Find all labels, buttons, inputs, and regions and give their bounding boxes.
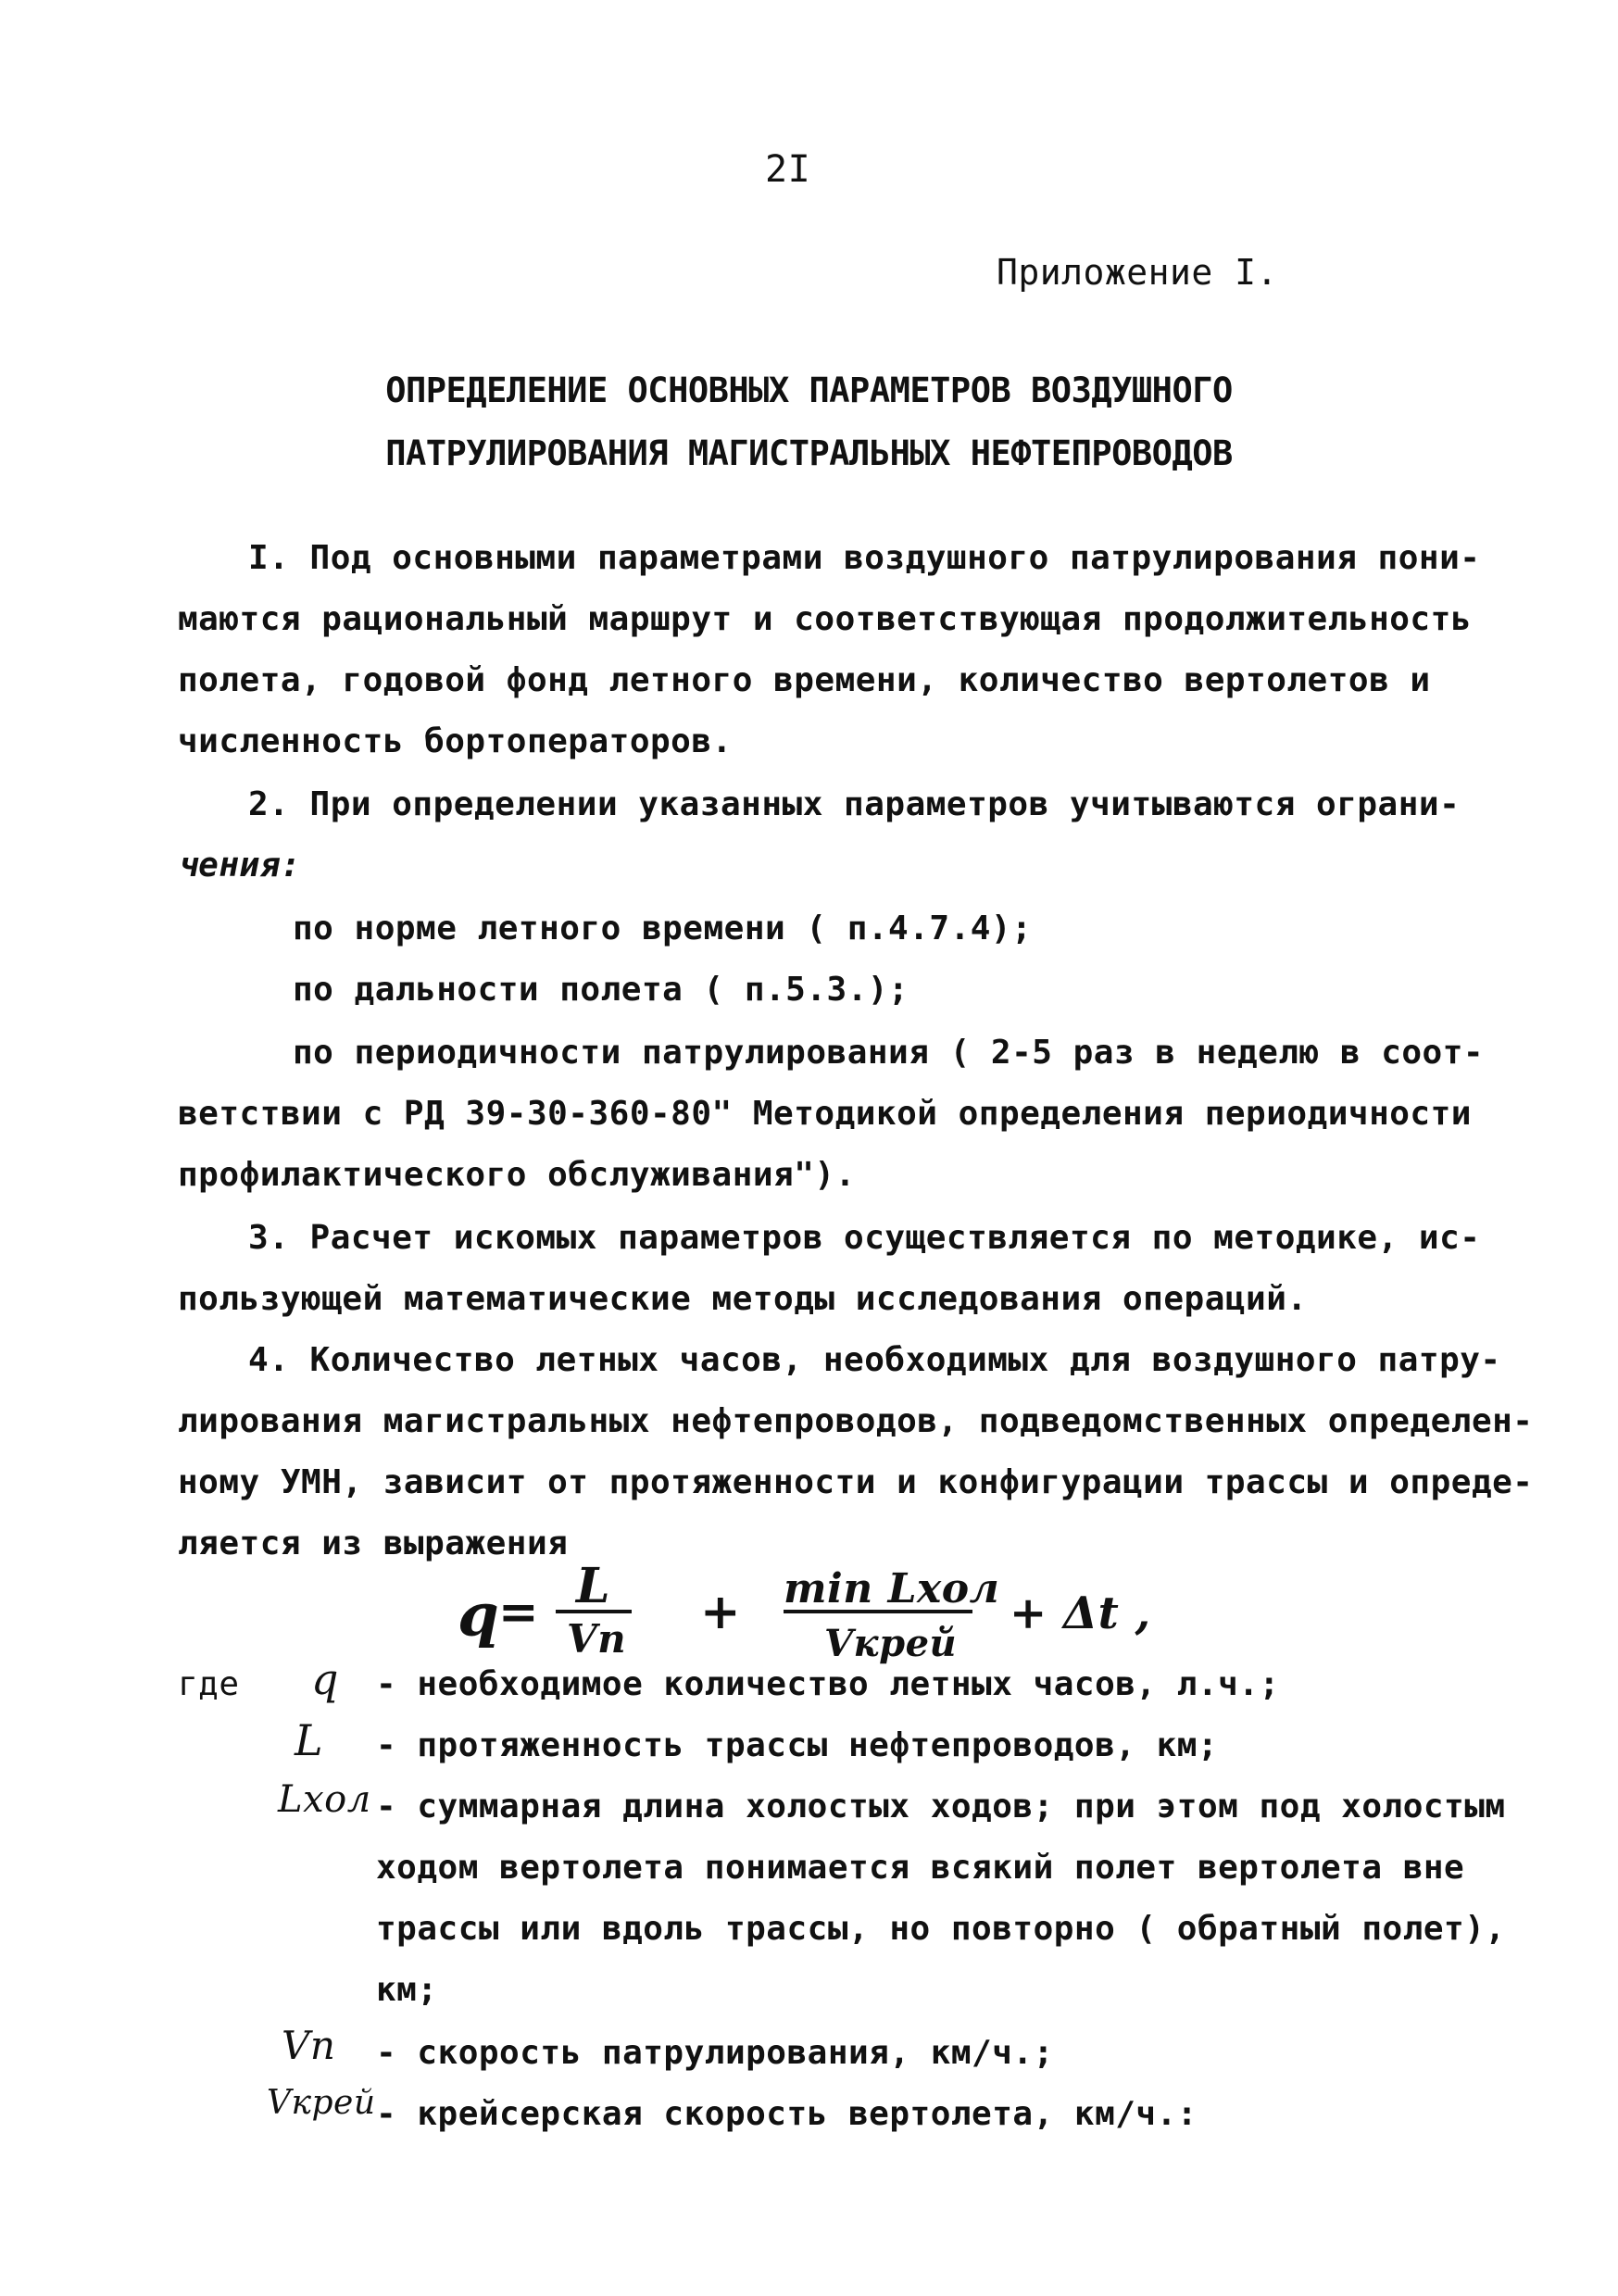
paragraph-1-line-1: I. Под основными параметрами воздушного патрулирования пони- bbox=[248, 539, 1481, 577]
paragraph-1-line-2: маются рациональный маршрут и соответствующая продолжительность bbox=[178, 600, 1472, 638]
constraint-item-3: по периодичности патрулирования ( 2-5 раз в неделю в соот- bbox=[293, 1034, 1485, 1072]
paragraph-4-line-4: ляется из выражения bbox=[178, 1524, 569, 1562]
constraint-item-1: по норме летного времени ( п.4.7.4); bbox=[293, 910, 1033, 947]
definition-symbol-Vkrey: Vкрей bbox=[267, 2084, 376, 2122]
constraint-item-2: по дальности полета ( п.5.3.); bbox=[293, 971, 909, 1009]
paragraph-4-line-2: лирования магистральных нефтепроводов, подведомственных определен- bbox=[178, 1402, 1534, 1440]
document-title-line-1: ОПРЕДЕЛЕНИЕ ОСНОВНЫХ ПАРАМЕТРОВ ВОЗДУШНОГО bbox=[385, 370, 1233, 410]
formula-denominator-2: Vкрей bbox=[824, 1622, 958, 1665]
paragraph-1-line-4: численность бортоператоров. bbox=[178, 722, 733, 760]
paragraph-2-line-2: чения: bbox=[178, 847, 302, 885]
paragraph-2-line-6: ветствии с РД 39-30-360-80" Методикой определения периодичности bbox=[178, 1095, 1472, 1133]
definition-L: - протяженность трассы нефтепроводов, км; bbox=[376, 1726, 1219, 1764]
definition-Vkrey: - крейсерская скорость вертолета, км/ч.: bbox=[376, 2095, 1198, 2133]
formula bbox=[0, 1560, 1618, 1671]
definition-symbol-L: L bbox=[295, 1715, 324, 1765]
paragraph-2-line-1: 2. При определении указанных параметров учитываются ограни- bbox=[248, 785, 1461, 823]
definition-Lhol-cont-2: трассы или вдоль трассы, но повторно ( обратный полет), bbox=[376, 1910, 1506, 1948]
formula-tail: + Δt , bbox=[1010, 1587, 1151, 1639]
definition-q: - необходимое количество летных часов, л.ч.; bbox=[376, 1665, 1280, 1703]
page-number: 2I bbox=[765, 148, 811, 191]
paragraph-1-line-3: полета, годовой фонд летного времени, количество вертолетов и bbox=[178, 661, 1431, 699]
definition-symbol-Lhol: Lхол bbox=[278, 1778, 371, 1821]
where-label: где bbox=[178, 1665, 240, 1703]
paragraph-4-line-1: 4. Количество летных часов, необходимых для воздушного патру- bbox=[248, 1341, 1501, 1379]
document-title-line-2: ПАТРУЛИРОВАНИЯ МАГИСТРАЛЬНЫХ НЕФТЕПРОВОДОВ bbox=[385, 433, 1233, 473]
paragraph-3-line-2: пользующей математические методы исследования операций. bbox=[178, 1280, 1308, 1318]
formula-plus-1: + bbox=[700, 1584, 742, 1640]
definition-symbol-Vp: Vп bbox=[282, 2023, 336, 2068]
formula-equals: = bbox=[498, 1584, 540, 1640]
definition-symbol-q: q bbox=[311, 1654, 339, 1704]
formula-numerator-2: min Lхол bbox=[784, 1565, 1000, 1612]
paragraph-3-line-1: 3. Расчет искомых параметров осуществляется по методике, ис- bbox=[248, 1219, 1481, 1257]
formula-denominator-1: Vп bbox=[567, 1616, 627, 1662]
formula-graphic bbox=[0, 1560, 1618, 1671]
paragraph-4-line-3: ному УМН, зависит от протяженности и конфигурации трассы и опреде- bbox=[178, 1463, 1534, 1501]
definition-Vp: - скорость патрулирования, км/ч.; bbox=[376, 2034, 1054, 2072]
definition-Lhol-cont-3: км; bbox=[376, 1971, 438, 2009]
definition-Lhol: - суммарная длина холостых ходов; при этом под холостым bbox=[376, 1788, 1506, 1826]
formula-q: q bbox=[458, 1581, 500, 1650]
appendix-label: Приложение I. bbox=[997, 252, 1278, 293]
formula-numerator-1: L bbox=[576, 1560, 611, 1614]
paragraph-2-line-7: профилактического обслуживания"). bbox=[178, 1156, 856, 1194]
definition-Lhol-cont-1: ходом вертолета понимается всякий полет вертолета вне bbox=[376, 1849, 1465, 1887]
